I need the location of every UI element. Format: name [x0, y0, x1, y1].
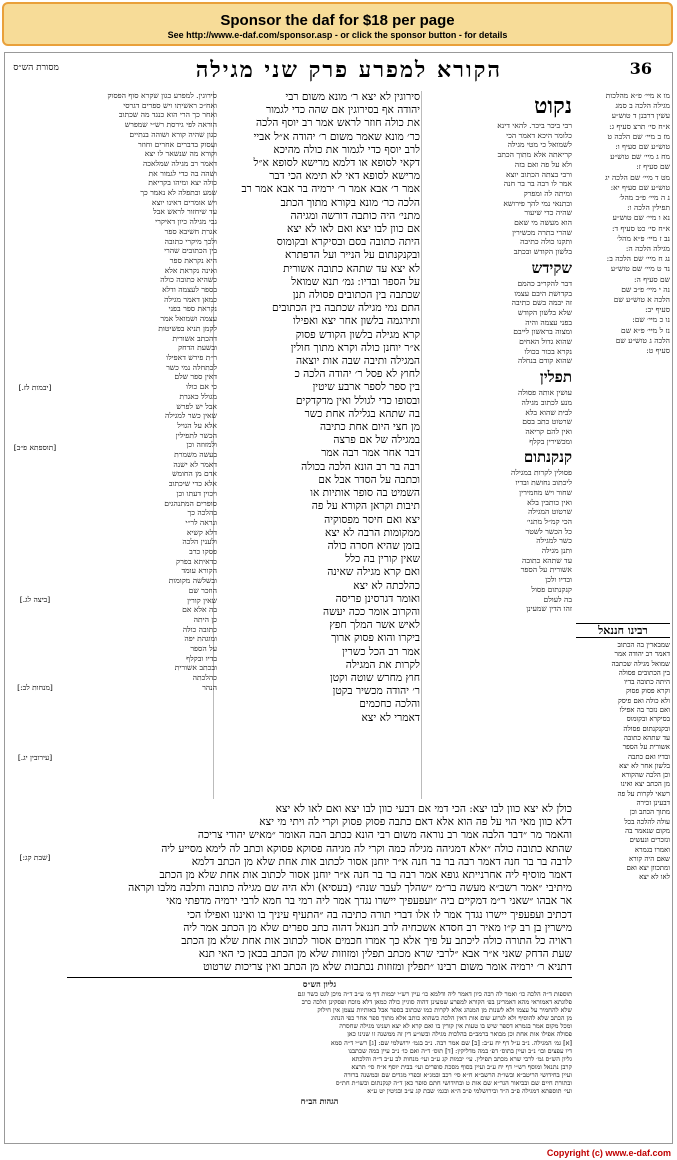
gemara-line: ובסופו כדי לגולל ואין מדקדקים: [295, 394, 420, 407]
tosafot-line: בהלכה כך: [187, 508, 217, 518]
note-line: ובתורת חיים שם ובביאור הגר״א שם אות ט ובחידושי חתם סופר כאן ד״ה קנקנתום ובשו״ת חת״ס: [335, 1079, 572, 1088]
sponsor-title[interactable]: Sponsor the daf for $18 per page: [220, 12, 455, 29]
rabbenu-chananel-line: ובדיו ואם כתבה: [627, 752, 670, 761]
rashi-dibur-hamatchil: קנקנתום: [523, 448, 572, 467]
tosafot-line: כהלכתה: [192, 673, 217, 683]
gemara-line: ותירגמה בלשון אחר יצא ואפילו: [292, 315, 420, 328]
gemara-line: ואומר דגרסינן פריסה: [335, 592, 420, 605]
rabbenu-chananel-line: דבעינן זכירה: [636, 799, 670, 808]
tosafot-line: ויכוין דעתו וכן: [176, 488, 217, 498]
tosafot-line: דאמר רב מגילה שמלאכה: [142, 158, 217, 168]
ein-mishpat-line: מט ד מיי׳ שם הלכה יג: [605, 172, 670, 182]
gemara-line: מרישא לסופא דאי לא תימא הכי דבר: [269, 170, 420, 183]
sponsor-banner[interactable]: [2, 2, 673, 46]
rashi-line: כלומר היכא דאמר הכי: [506, 130, 572, 140]
masoret-note: [מנחות לב:]: [17, 683, 53, 692]
gemara-line: מיתיבי ״אמר רשב״א מעשה בר״מ ״שהלך לעבר שנה״ (בעסיא) ולא היה שם מגילה כתובה ותלבה מלבו וקראה: [128, 882, 572, 895]
rashi-line: כל הכשר לשטר: [525, 526, 572, 536]
tosafot-line: בעשה משמרת: [174, 450, 217, 460]
gemara-line: כולן לא יצא כוון לבו יצא: הכי דמי אם דבעי כוון לבו יצא ואם לאו לא יצא: [275, 803, 572, 815]
gemara-line: הלכה כר׳ מונא בקורא מתוך הכתב: [280, 196, 420, 209]
tosafot-line: דהכתב אשורית: [172, 333, 217, 343]
tosafot-line: נקראת ספר בפני: [168, 304, 217, 314]
ein-mishpat-line: נז ל מיי׳ פ״א שם: [621, 325, 670, 335]
tosafot-line: הנהר: [202, 682, 217, 692]
rashi-line: הוא מעשה מי שאם: [514, 218, 572, 228]
ein-mishpat-line: נב ז מיי׳ פ״א מהל׳: [616, 233, 670, 243]
tosafot-line: דאין ספר שלם: [174, 372, 217, 382]
gemara-line: מתני׳ היה כותבה דורשה ומגיהה: [290, 209, 420, 222]
rashi-line: בלשון הקודש ובכתב: [513, 247, 572, 257]
gemara-line: והקרוב אומר ככה יעשה: [323, 605, 420, 618]
gemara-line: לקרות את המגילה: [345, 658, 420, 671]
gemara-line: אמר ר׳ אבא אמר ר׳ ירמיה בר אבא אמר רב: [241, 183, 420, 196]
note-line: שלא להחמיר על עצמו ולא לשנות מן המנהג אלא לקרות כמו שכתוב בספר אבל באותיות עצמן אין חילוק: [317, 1006, 572, 1015]
tosafot-line: ובשעת הדחק: [178, 343, 217, 353]
gemara-line: דקאי לסופא או דלמא מרישא לסופא א״ל: [253, 157, 420, 170]
rabbenu-chananel-line: ולא כולה ואם פיסק: [617, 696, 670, 705]
tosafot-line: כן היתה: [193, 614, 217, 624]
rashi-line: ותנן מגילה: [541, 546, 572, 556]
gemara-line: שאין קורין בה כלל: [345, 553, 420, 566]
tosafot-line: כתובה כולה: [182, 624, 217, 634]
rashi-line: ובתנאי נמי להך פירושא: [503, 198, 572, 208]
tosafot-line: כגון שהיה קורא ושוהה בנתיים: [129, 129, 217, 139]
rabbenu-chananel-line: עד שתהא כתובה: [623, 733, 670, 742]
tosafot-line: ובשלשה מקומות: [168, 576, 217, 586]
tosafot-line: כמאן דאמר מגילה: [164, 294, 217, 304]
rabbenu-chananel-line: ובקנקנתום פסולה: [623, 724, 670, 733]
ein-mishpat-line: טוש״ע שם סעיף ו:: [615, 142, 670, 152]
tosafot-line: בין הכתובים שהרי: [164, 246, 217, 256]
rashi-dibur-hamatchil: תפלין: [539, 368, 572, 387]
ein-mishpat-line: נג ח מיי׳ שם הלכה ב:: [606, 254, 670, 264]
rabbenu-chananel-line: מתוך הכתב וכן: [629, 808, 670, 817]
gemara-line: בה שתהא בגלילה אחת כשר: [304, 407, 420, 420]
tosafot-line: הוראה לפי גירסת רש״י שמפרש: [124, 120, 217, 130]
note-line: ועי׳ תוספתא דמגילה פ״ב ה״ד ובירושלמי פ״ב ה״א ובגמ׳ שבת קג ע״ב ובגיטין יט ע״א: [367, 1087, 572, 1096]
gemara-line: דאמר מוסיף ליה אחרנייתא גופא אמר רבה בר בר חנה א״ר יוחנן אסור לכתוב אות אחת שלא מן הכתב: [159, 869, 572, 882]
gemara-line: והאמר מר ״דבר הלבה אמר רב נוראה משום רבי הונא ככתב הבה האומר ״מאיש יהודי צריכה: [197, 829, 572, 842]
rashi-line: בקדושת היבם עצמו: [514, 288, 572, 298]
rabbenu-chananel-line: עולה להלכה בכל: [624, 817, 670, 826]
rashi-column: [422, 91, 572, 799]
tosafot-line: שמע ובתפלה לא נאמר כך: [140, 188, 217, 198]
tosafot-line: ועסוק בדברים אחרים וחוזר: [138, 139, 217, 149]
rashi-line: פסולין לקרות במגילה: [510, 468, 572, 478]
rashi-line: רבי ביכר ביכר. להאי דינא: [497, 121, 572, 130]
gemara-line: וכתבה על הסדר אבל אם: [318, 473, 420, 486]
gemara-line: אר אבהו ״שאני ר״מ דמקיים ביה ״ועפעפיך יישרו נגדך אמר ליה רמי בר חמא לרבי ירמיה מדפתי מאי: [166, 895, 572, 908]
rabbenu-chananel-line: ומתכוון יצא ואם: [626, 864, 670, 873]
tosafot-line: ואח״כ ראשיתו ויש ספרים דגרסי: [123, 100, 217, 110]
tosafot-line: עד שיחזור לראש אבל: [153, 207, 217, 217]
rashi-line: עד שתהא כתובה: [521, 555, 572, 565]
rabbenu-chananel-line: בין הכתובים פסולה: [618, 668, 670, 677]
ein-mishpat-line: מז ב מיי׳ שם הלכה ט: [607, 131, 670, 141]
gilyon-hashas-title: גליון הש״ס: [302, 979, 337, 989]
rashi-dibur-hamatchil: שקידש: [531, 258, 572, 277]
rabbenu-chananel-line: שמבארין בה הכתוב: [617, 641, 670, 649]
talmud-page: [4, 52, 673, 1144]
gemara-line: מן חצי היום אחת כתיבה: [320, 421, 420, 434]
gemara-line: המגילה ותיבה שבה אות יוצאה: [295, 355, 420, 368]
gemara-line: את כולה חוזר לראש אמר רב יוסף הלכה: [256, 117, 420, 130]
gemara-line: על הספר ובדיו ׃ גמ׳ תנא שמואל: [291, 275, 420, 288]
tosafot-line: שאין כשר למגילה: [165, 411, 217, 421]
rabbenu-chananel-line: שמואל מגילה שכתבה: [611, 659, 670, 668]
ein-mishpat-line: מח ג מיי׳ שם טוש״ע: [610, 152, 670, 162]
note-line: תוספות ד״ה הלכה כו׳ ואמר לה רבה כיון דאמר ליה ודלמא כו׳ עיין רש״י יבמות דף מ׳ ע״ב ד״ה מיכן לגט כשר וגם: [297, 990, 572, 998]
gemara-line: ר׳ יהודה מכשיר בקטן: [332, 685, 420, 698]
gemara-line: רבה בר רב הונא הלכה בכולה: [301, 460, 420, 473]
tosafot-line: ובכתב אשורית: [174, 663, 217, 673]
gemara-line: שכתבה בין הכתובים פסולה תנן: [292, 289, 420, 302]
ein-mishpat-line: סעיף ט:: [646, 346, 670, 356]
rabbenu-chananel-line: ונזכרים ונעשים: [629, 836, 670, 845]
tosafot-line: סופרים המתנהגים: [164, 498, 217, 508]
ein-mishpat-line: תפילין הלכה ו:: [627, 203, 670, 213]
page-number: 36: [629, 59, 652, 78]
rashi-line: ואין כותבין בלא: [527, 497, 572, 507]
tosafot-line: הוזכר שם: [188, 585, 217, 595]
tosafot-line: ולמזוזה וכן: [186, 440, 217, 450]
ein-mishpat-line: טוש״ע שם סעיף יא:: [610, 182, 670, 192]
rashi-line: אמר לו רבה בר בר חנה: [503, 179, 572, 189]
ein-mishpat-line: עשין דרבנן ד טוש״ע: [611, 111, 670, 121]
gemara-line: לרבה בר בר חנה דאמר רבה בר בר חנה א״ר יוחנן אסור לכתוב אות אחת שלא מן הכתב דלמא: [191, 855, 572, 868]
gemara-line: סירוגין לא יצא ר׳ מונא משום רבי: [285, 91, 420, 103]
note-line: מן הכתב שלא להוסיף ולא לגרוע שום אות דאין הלכה כשהוא כותב אלא מתוך ספר אחר כפי הנהוג: [331, 1014, 572, 1023]
ein-mishpat-line: שם סעיף ז:: [636, 162, 670, 172]
tosafot-line: בספר לעצמה ודלא: [162, 285, 217, 295]
tosafot-column: [67, 91, 217, 799]
rabbenu-chananel-line: לאו לא יצא: [639, 873, 670, 882]
rashi-line: עושין אותה פסולה: [517, 388, 572, 398]
tosafot-line: הכשר לתפילין: [175, 430, 217, 440]
gemara-line: דאמרי לא יצא: [361, 711, 420, 724]
gemara-line: דבר אחר אמר רבה אמר: [321, 447, 420, 460]
gemara-line: ובקנקנתום על הנייר ועל הדפתרא: [285, 249, 420, 262]
gemara-line: לאיש אשר המלך חפץ: [329, 619, 420, 632]
rashi-line: ולא על פה ואם בזה: [514, 159, 572, 169]
rabbenu-chananel-line: ואמרו בגמרא: [634, 845, 670, 854]
gemara-line: ואם קרא מגילה שאינה: [327, 566, 420, 579]
tosafot-line: שאין קורין: [187, 595, 217, 605]
notes-section: [67, 977, 572, 1118]
gemara-line: שעת הדחק שאני א״ר אבא ״לרבי שרא מכתב תפלין ומזוזות שלא מן הכתב בכאן כי האי תנא: [198, 948, 572, 961]
gemara-line: לחוץ לא פסל ר׳ יהודה הלכה כ: [294, 368, 420, 381]
tosafot-line: אגרת חשיבא ספר: [164, 226, 217, 236]
gemara-line: התם נמי מגילה שכתבה בין הכתובים: [272, 302, 420, 315]
rashi-dibur-hamatchil: נקוט: [534, 93, 572, 119]
rashi-line: מנע לכתוב מגילה: [521, 397, 572, 407]
gemara-column: [216, 91, 420, 799]
rashi-line: ומכשירין בקלף: [529, 436, 572, 446]
tosafot-line: אלא כדי שיכתוב: [168, 479, 217, 489]
tosafot-line: פסקו כרב: [189, 547, 217, 557]
gemara-line: א״ר יוחנן כולה וקרא מתוך חולין: [290, 341, 420, 354]
ein-mishpat-line: הלכה ג טוש״ע שם: [615, 335, 670, 345]
ein-mishpat-line: נד ט מיי׳ שם טוש״ע: [610, 264, 670, 274]
rashi-line: ליכתוב נחושת ובדיו: [515, 478, 572, 488]
rashi-line: בפני עצמה והיה: [525, 317, 572, 327]
tosafot-line: ושהה בה כדי לגמור את: [148, 168, 217, 178]
ein-mishpat-column: [576, 91, 670, 611]
gemara-line: תיבות וקראן הקורא על פה: [311, 500, 420, 513]
masoret-note: [שבת קג:]: [19, 853, 51, 862]
tosafot-line: גבי מגילה כיון דאיקרי: [155, 217, 217, 227]
rashi-line: קריאתה אלא מתוך הכתב: [497, 150, 572, 160]
column-divider: [421, 91, 422, 799]
rashi-line: שרטוט המגילה: [528, 507, 572, 517]
rashi-line: לשמואל כי מטי מגילה: [507, 140, 572, 150]
rashi-line: שהיה כדי שיעור: [524, 208, 572, 218]
rashi-line: ומצוה בראשון לייבם: [513, 327, 572, 337]
rashi-line: אשורית על הספר: [520, 565, 572, 575]
rabbenu-chananel-column: [576, 623, 670, 1093]
gemara-line: שהתא כתובה כולה ״אלא דמגיהה מגילה כמה וקרי לה מגיהה פסוקא פסוקא וכתב לה לימא מסייע ליה: [161, 842, 572, 855]
rashi-line: ותקנו כולה כתיבה: [520, 237, 572, 247]
ein-mishpat-line: א״ח סי׳ כט סעיף ד:: [612, 223, 670, 233]
note-line: גליון הש״ס גמ׳ לרבי שרא מכתב תפילין. עי׳ יבמות קג ע״ב ועי׳ מנחות לב ע״ב ד״ה והלכתא: [351, 1054, 572, 1063]
rashi-line: ורבי בצתה הכתוב יוצא: [506, 169, 572, 179]
gemara-line: יצא ואם חיסר מפסוקיה: [324, 513, 420, 526]
tosafot-line: וקורא מה שנשאר לו יצא: [144, 149, 217, 159]
note-line: דיו עפצים ובו׳ נ״ב ועיין בתוס׳ דפ׳ במה מדליקין: [ד] תוס׳ ד״ה ואם כו׳ נ״ב עיין במה שכתבנו: [348, 1046, 572, 1055]
gemara-line: היתה כתובה בסם ובסיקרא ובקומוס: [276, 236, 420, 249]
rabbenu-chananel-line: מקום שנאמר בה: [625, 826, 670, 835]
tosafot-line: ואינה נקראת אלא: [164, 265, 217, 275]
tosafot-line: לקמן תניא בפשיטות: [158, 323, 217, 333]
masoret-heading: מסורת הש״ס: [13, 63, 59, 73]
tosafot-line: ר״ת פירש דאפילו: [166, 352, 217, 362]
gemara-line: והלכה כחכמים: [359, 698, 420, 711]
note-line: פסולה אפילו אות אחת וכן מבואר ברמב״ם בהלכות מגילה ובשו״ע דין זה ממשנה זו שנינו כאן: [347, 1030, 572, 1039]
gemara-line: בין ספר לספר ארבע שיטין: [312, 381, 420, 394]
rabbenu-chananel-line: וקרא פסוק פסוק: [626, 687, 670, 696]
rabbenu-chananel-line: אשורית על הספר: [622, 743, 670, 752]
tosafot-line: בה אלא אם: [182, 605, 217, 615]
rashi-line: דבר להקריב כהמם: [517, 278, 572, 288]
tosafot-line: הקורא עומד: [181, 566, 217, 576]
ein-mishpat-line: נו כ מיי׳ שם:: [632, 315, 670, 325]
ein-mishpat-line: מגילה הלכה ב סמג: [615, 101, 670, 111]
masoret-note: [יבמות לז.]: [18, 383, 52, 392]
gemara-line: דכתיב ועפעפיך יישרו נגדך אמר לו אלו דברי תורה כתיבה בה ״התעיף עיניך בו ואיננו ואפילו הכי: [187, 908, 572, 921]
tosafot-line: ואחר כך הרי הוא כנגד מה שכתוב: [118, 110, 217, 120]
rabbenu-chananel-line: מן הכתב יצא ואינו: [620, 780, 670, 789]
tosafot-line: מגולל כאגרת: [179, 391, 217, 401]
hagahot-title: הגהות הב״ח: [300, 1096, 339, 1107]
tosafot-line: ונראה לר״י: [185, 517, 217, 527]
gemara-line: השמיט בה סופר אותיות או: [310, 487, 420, 500]
masoret-note: [ביצה לג.]: [19, 595, 51, 604]
gemara-line: במגילה של אם פרצה: [333, 434, 420, 447]
tosafot-line: בדיו ובקלף: [186, 653, 217, 663]
ein-mishpat-line: נה י מיי׳ פ״ב שם: [621, 284, 670, 294]
note-line: ועיין בחידושי הריטב״א ובשו״ת הרשב״א ח״א סי׳ רכב ובמג״א ובפרי מגדים שם ובמשנה ברורה: [343, 1070, 572, 1079]
rabbenu-chananel-line: ואם נזכר בה אפילו: [619, 706, 670, 715]
tosafot-line: אלא על הגויל: [177, 420, 217, 430]
rashi-line: נקרא בכור בכולו: [524, 346, 572, 356]
rashi-line: שלא בלשון הקודש: [517, 307, 572, 317]
ein-mishpat-line: הלכה א טוש״ע שם: [613, 295, 670, 305]
rabbenu-chananel-line: רשאי לקרות על פה: [617, 789, 670, 798]
running-head: הקורא למפרע פרק שני מגילה: [195, 57, 502, 83]
gemara-line: מישרין בן רב ק״ו מאיר רב חסדא אשכחיה לרב חננאל דהוה כתב ספרים שלא מן הכתב אמר ליה: [183, 921, 572, 934]
rashi-line: לבית שהוא בלא: [525, 407, 572, 417]
rashi-line: שרטוט כתב בסם: [522, 417, 572, 427]
rabbenu-chananel-line: היתה כתובה בדיו: [624, 678, 670, 687]
tosafot-line: כדאיתא בפרק: [176, 556, 217, 566]
tosafot-line: ולענין הלכה: [182, 537, 217, 547]
tosafot-line: כי אם כולו: [186, 382, 217, 392]
sponsor-subtitle[interactable]: See http://www.e-daf.com/sponsor.asp - or click the sponsor button - for details: [167, 30, 508, 40]
gemara-line: חוץ מחרש שוטה וקטן: [329, 671, 420, 684]
tosafot-line: אדם מן החומש: [172, 469, 217, 479]
rashi-line: כשר למגילה: [536, 536, 572, 546]
ein-mishpat-line: א״ח סי׳ תרצ סעיף ג:: [609, 121, 670, 131]
gemara-line: דלא כוון מאי הוי על פה הוא אלא דאם כתבה פסוק פסוק וקרי לה ויתי מי יצא: [259, 816, 572, 829]
ein-mishpat-line: שם סעיף ה:: [634, 274, 670, 284]
page-header: [5, 57, 672, 87]
note-line: קרבן נתנאל ומוסף רש״י דף יח ע״ב ועיין בסוף מסכת סופרים ועי׳ בבית יוסף א״ח סי׳ תרצא: [351, 1062, 572, 1071]
tosafot-line: היא נקראת ספר: [169, 255, 217, 265]
gemara-line: ממקומות הרבה לא יצא: [325, 526, 420, 539]
tosafot-line: עצמה ושמואל אמר: [160, 314, 217, 324]
rashi-line: הכי קמ״ל מתני׳: [526, 516, 572, 526]
rashi-line: ובדיו ולכן: [545, 575, 572, 585]
rabbenu-chananel-line: דאמר רב יהודה אמר: [614, 650, 670, 659]
gemara-line: ראויה כל התורה כולה ליכתב על פיך אלא כך אמרו חכמים אסור לכתוב אות אחת שלא מן הכתב: [181, 935, 572, 948]
tosafot-line: אבל יש לפרש: [176, 401, 217, 411]
gemara-line: יהודה אף בסירוגין אם שהה כדי לגמור: [266, 104, 420, 117]
gemara-line: אם כוון לבו יצא ואם לאו לא יצא: [287, 223, 420, 236]
ein-mishpat-line: מו א מיי׳ פ״א מהלכות: [605, 91, 670, 100]
tosafot-line: ויש אומרים דאינו יוצא: [151, 197, 217, 207]
ein-mishpat-line: מגילה הלכה ה:: [625, 244, 670, 254]
rabbenu-chananel-line: וכן הלכה שהקורא: [621, 771, 670, 780]
rashi-line: שהוא גדול האחים: [519, 337, 572, 347]
rashi-line: בה לעולם: [543, 594, 572, 604]
gemara-line: לא יצא עד שתהא כתובה אשורית: [283, 262, 420, 275]
rabbenu-chananel-line: שאם היה קורא: [628, 854, 670, 863]
tosafot-line: ולכך מיקרי כתובה: [164, 236, 217, 246]
gemara-line: קרא מגילה בלשון הקודש פסוק: [295, 328, 420, 341]
rabbenu-chananel-line: בלשון אחר לא יצא: [619, 761, 670, 770]
tosafot-line: לכתחלה נמי כשר: [166, 362, 217, 372]
note-line: פלוגתא דאמוראי מהא דאמרינן בפ׳ הקורא למפרע שמעינן דהוה סוגיין כולה כמאן דלא מוכח ופסקינן הלכה כרב: [301, 998, 572, 1007]
rashi-line: זהו הדין שמעינן: [526, 604, 572, 614]
note-line: [א] גמ׳ המגילה. נ״ב ע״ל דף יח ע״ב: [ב] שם אמר רבה. נ״ב בגמ׳ ירושלמי שם: [ג] רש״י ד״ה סמא: [330, 1038, 572, 1047]
masoret-note: [עירובין יג.]: [17, 753, 53, 762]
tosafot-line: על הספר: [190, 644, 217, 654]
ein-mishpat-line: נ ה מיי׳ פ״ב מהל׳: [619, 193, 670, 203]
gemara-line: כהלכתה לא יצא: [353, 579, 420, 592]
copyright-link[interactable]: Copyright (c) www.e-daf.com: [546, 1148, 671, 1158]
gemara-line: לרב יוסף כדי לגמור את כולה מהיכא: [273, 143, 420, 156]
gemara-continuation: [67, 803, 572, 973]
rashi-line: שהוא קודם בנחלה: [517, 356, 572, 366]
tosafot-line: ומוגהת יפה: [184, 634, 217, 644]
ein-mishpat-line: סעיף יב:: [645, 305, 670, 315]
rashi-line: ומיתה לה ומפרק: [523, 188, 572, 198]
tosafot-line: דאמר לא ישנה: [173, 459, 217, 469]
tosafot-line: כשהיא כתובה כולה: [160, 275, 217, 285]
masoret-note: [תוספתא פ״ב]: [13, 443, 57, 452]
note-line: ומכל מקום אמר בגמרא דספר שיש בו טעות אין קורין בו ואם קרא לא יצא ושנינו מגילה שחסרה: [339, 1022, 572, 1031]
gemara-line: בזמן שהיא חסרה כולה: [327, 539, 420, 552]
gemara-line: אמר רב הכל כשרין: [342, 645, 420, 658]
masoret-hashas-column: [7, 83, 63, 983]
rashi-line: שחור ויש מחמירין: [519, 487, 572, 497]
tosafot-line: דלא קשיא: [186, 527, 217, 537]
rashi-line: ואין להם קריאה: [525, 426, 572, 436]
rabbenu-chananel-line: בסיקרא ובקומוס: [626, 715, 670, 724]
gemara-line: ביקרו והוא פסוק ארוך: [331, 632, 420, 645]
gemara-line: דתניא ר׳ ירמיה אומר משום רבינו ״תפלין ומזוזות נכתבות שלא מן הכתב ואין צריכות שרטוט: [203, 961, 572, 973]
rabbenu-chananel-title: רבינו חננאל: [576, 623, 670, 638]
rashi-line: זה יבמה בשם כתיבה: [511, 298, 572, 308]
tosafot-line: סירוגין. למפרע כגון שקרא סוף הפסוק: [107, 91, 217, 100]
tosafot-line: כולה יצא ומיהו בקריאת: [148, 178, 217, 188]
rashi-line: קנקנתום פסול: [531, 584, 572, 594]
gemara-line: כר׳ מונא שאמר משום ר׳ יהודה א״ל אביי: [253, 130, 420, 143]
rashi-line: שהרי בתרה מכשירין: [512, 227, 572, 237]
ein-mishpat-line: נא ו מיי׳ שם טוש״ע: [612, 213, 670, 223]
